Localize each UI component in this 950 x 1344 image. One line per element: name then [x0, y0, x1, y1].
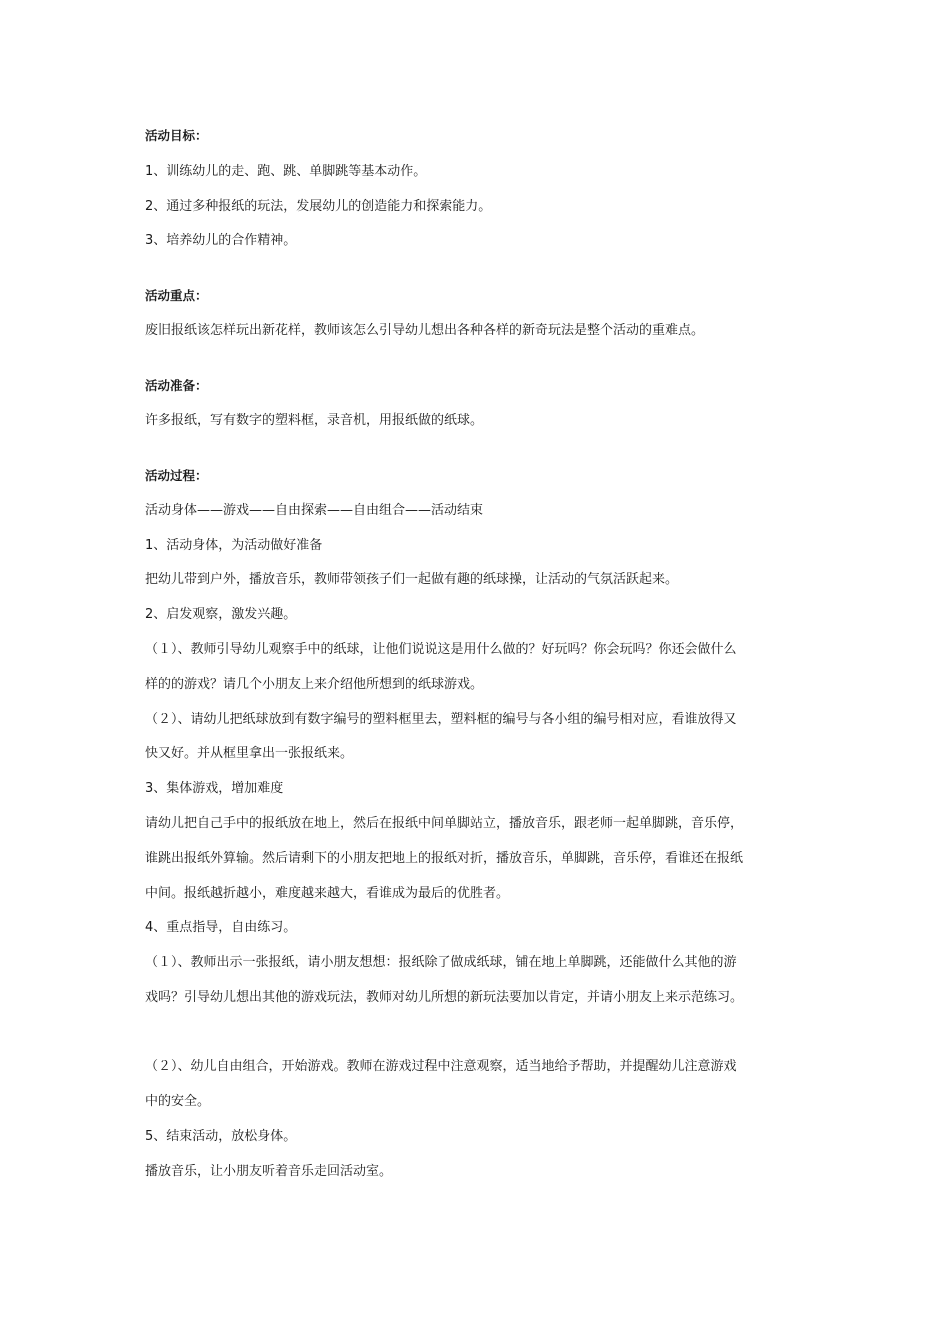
process-line: （１）、教师出示一张报纸，请小朋友想想：报纸除了做成纸球，铺在地上单脚跳，还能做什么其他的游 — [145, 955, 737, 970]
process-line: 请幼儿把自己手中的报纸放在地上，然后在报纸中间单脚站立，播放音乐，跟老师一起单脚跳，音乐停， — [145, 816, 744, 831]
process-line: 快又好。并从框里拿出一张报纸来。 — [145, 746, 354, 761]
preparation-text: 许多报纸，写有数字的塑料框，录音机，用报纸做的纸球。 — [145, 413, 484, 428]
process-line: 中的安全。 — [145, 1094, 211, 1109]
process-outline: 活动身体——游戏——自由探索——自由组合——活动结束 — [145, 503, 484, 518]
process-line: 1、活动身体，为活动做好准备 — [145, 538, 323, 553]
process-line: 播放音乐，让小朋友听着音乐走回活动室。 — [145, 1164, 393, 1179]
process-heading: 活动过程： — [145, 468, 208, 483]
process-line: （２）、幼儿自由组合，开始游戏。教师在游戏过程中注意观察，适当地给予帮助，并提醒幼儿注意游戏 — [145, 1059, 737, 1074]
process-line: 4、重点指导，自由练习。 — [145, 920, 297, 935]
process-line: 3、集体游戏，增加难度 — [145, 781, 284, 796]
goal-item-2: 2、通过多种报纸的玩法，发展幼儿的创造能力和探索能力。 — [145, 199, 492, 214]
goal-item-1: 1、训练幼儿的走、跑、跳、单脚跳等基本动作。 — [145, 164, 427, 179]
process-line: 5、结束活动，放松身体。 — [145, 1129, 297, 1144]
goals-heading: 活动目标： — [145, 128, 208, 143]
process-line: 把幼儿带到户外，播放音乐，教师带领孩子们一起做有趣的纸球操，让活动的气氛活跃起来。 — [145, 572, 679, 587]
focus-text: 废旧报纸该怎样玩出新花样，教师该怎么引导幼儿想出各种各样的新奇玩法是整个活动的重难点。 — [145, 323, 705, 338]
process-line: 谁跳出报纸外算输。然后请剩下的小朋友把地上的报纸对折，播放音乐，单脚跳，音乐停，看谁还在报纸 — [145, 851, 744, 866]
process-line: 样的的游戏？请几个小朋友上来介绍他所想到的纸球游戏。 — [145, 677, 484, 692]
goal-item-3: 3、培养幼儿的合作精神。 — [145, 233, 297, 248]
preparation-heading: 活动准备： — [145, 378, 208, 393]
focus-heading: 活动重点： — [145, 288, 208, 303]
process-line: （１）、教师引导幼儿观察手中的纸球，让他们说说这是用什么做的？好玩吗？你会玩吗？你还会做什么 — [145, 642, 737, 657]
process-line: 戏吗？引导幼儿想出其他的游戏玩法，教师对幼儿所想的新玩法要加以肯定，并请小朋友上来示范练习。 — [145, 990, 744, 1005]
process-line: 中间。报纸越折越小，难度越来越大，看谁成为最后的优胜者。 — [145, 886, 510, 901]
process-line: （２）、请幼儿把纸球放到有数字编号的塑料框里去，塑料框的编号与各小组的编号相对应，看谁放得又 — [145, 712, 737, 727]
process-line: 2、启发观察，激发兴趣。 — [145, 607, 297, 622]
